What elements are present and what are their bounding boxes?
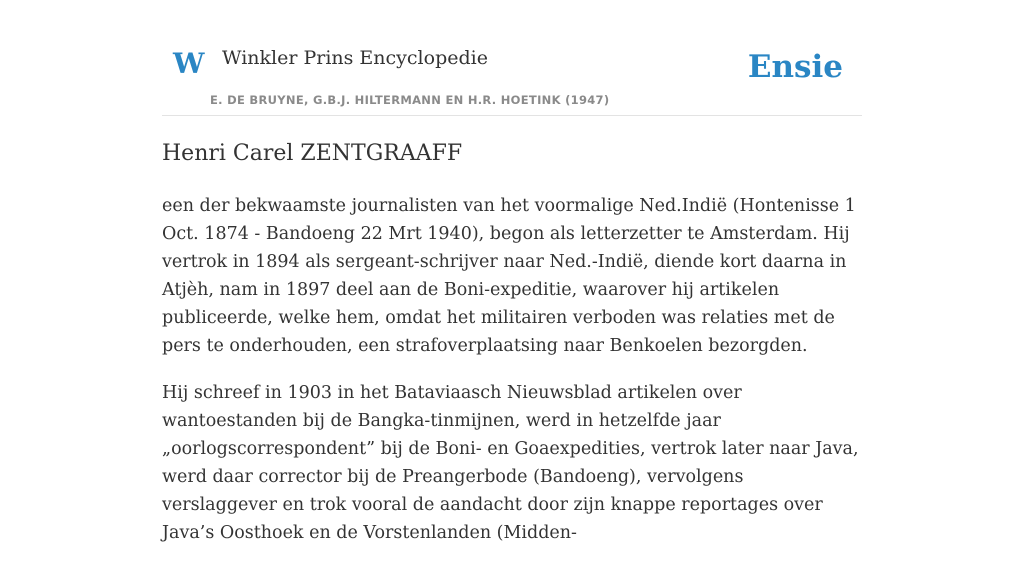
winkler-prins-logo[interactable]: W <box>173 47 205 80</box>
authors-line: E. DE BRUYNE, G.B.J. HILTERMANN EN H.R. HOETINK (1947) <box>210 93 610 107</box>
site-header <box>162 0 862 116</box>
site-title[interactable]: Winkler Prins Encyclopedie <box>222 47 488 69</box>
article-title: Henri Carel ZENTGRAAFF <box>162 141 463 166</box>
article-body <box>162 192 862 566</box>
ensie-logo[interactable]: Ensie <box>747 49 843 85</box>
paragraph: een der bekwaamste journalisten van het voormalige Ned.Indië (Hontenisse 1 Oct. 1874 - Bandoeng 22 Mrt 1940), begon als letterzetter te Amsterdam. Hij vertrok in 1894 als sergeant-schrijver naar Ned.-Indië, diende kort daarna in Atjèh, nam in 1897 deel aan de Boni-expeditie, waarover hij artikelen publiceerde, welke hem, omdat het militairen verboden was relaties met de pers te onderhouden, een strafoverplaatsing naar Benkoelen bezorgden. <box>162 196 856 356</box>
paragraph: Hij schreef in 1903 in het Bataviaasch Nieuwsblad artikelen over wantoestanden bij de Bangka-tinmijnen, werd in hetzelfde jaar „oorlogscorrespondent” bij de Boni- en Goaexpedities, vertrok later naar Java, werd daar corrector bij de Preangerbode (Bandoeng), vervolgens verslaggever en trok vooral de aandacht door zijn knappe reportages over Java’s Oosthoek en de Vorstenlanden (Midden- <box>162 383 859 543</box>
